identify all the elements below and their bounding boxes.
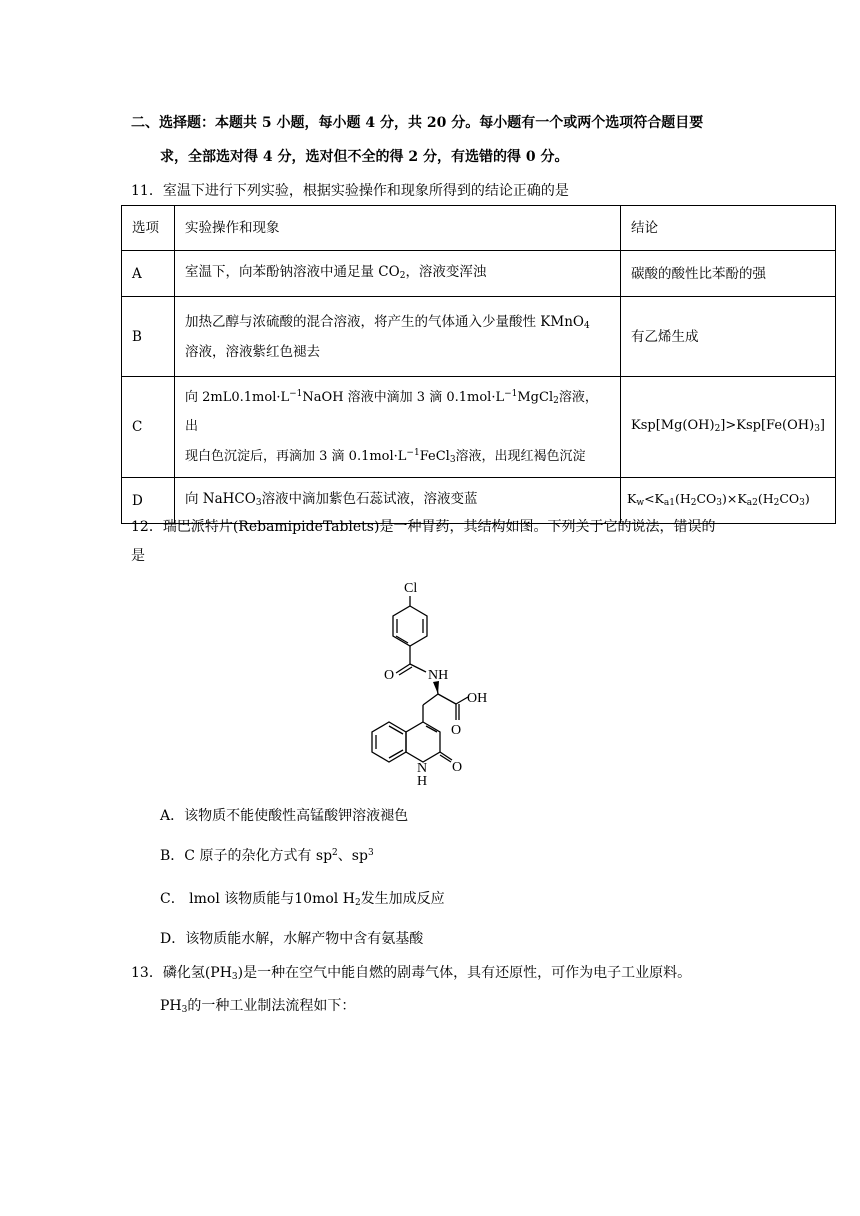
op-text: 溶液，出 <box>185 390 598 434</box>
q12-option-b <box>160 845 374 865</box>
atom-h: H <box>417 774 428 786</box>
option-sup: 3 <box>367 848 374 858</box>
table-row <box>122 377 836 478</box>
op-sup: −1 <box>504 389 518 399</box>
row-operation <box>175 251 621 297</box>
op-sup: −1 <box>406 448 420 458</box>
atom-o-amide: O <box>384 668 395 683</box>
conc-text: CO <box>696 490 717 506</box>
option-sup: 2 <box>332 848 338 858</box>
q11-stem: 11．室温下进行下列实验，根据实验操作和现象所得到的结论正确的是 <box>131 183 569 199</box>
conc-text: )×K <box>722 490 747 506</box>
row-operation <box>175 297 621 377</box>
conc-text: K <box>627 490 637 506</box>
option-text: C． lmol 该物质能与10mol H <box>160 891 355 907</box>
atom-nh: NH <box>428 668 449 683</box>
q13-stem-cont <box>160 995 355 1015</box>
op-text: NaOH 溶液中滴加 3 滴 0.1mol·L <box>302 390 505 405</box>
section-heading: 二、选择题：本题共 5 小题，每小题 4 分，共 20 分。每小题有一个或两个选项符合题目要 <box>131 115 704 131</box>
table-row <box>122 251 836 297</box>
conc-text: ] <box>819 417 825 433</box>
option-text: 、sp <box>337 848 368 864</box>
op-text: ，溶液变浑浊 <box>405 263 487 280</box>
row-operation <box>175 377 621 478</box>
option-text: B．C 原子的杂化方式有 sp <box>160 848 333 864</box>
atom-o-acid: O <box>451 723 462 738</box>
op-text: 向 NaHCO <box>185 490 256 507</box>
header-option: 选项 <box>122 206 175 251</box>
atom-oh: OH <box>467 691 488 706</box>
op-text: 现白色沉淀后，再滴加 3 滴 0.1mol·L <box>185 449 407 464</box>
q11-table <box>121 205 836 524</box>
op-text: 溶液中滴加紫色石蕊试液，溶液变蓝 <box>261 490 478 507</box>
section-heading-cont: 求，全部选对得 4 分，选对但不全的得 2 分，有选错的得 0 分。 <box>160 149 569 165</box>
stem-sub: 3 <box>181 1005 188 1015</box>
op-sub: 4 <box>583 320 590 331</box>
op-sub: 2 <box>399 270 406 281</box>
conc-text: ) <box>804 490 810 506</box>
conc-text: (H <box>674 490 691 506</box>
conc-text: <K <box>644 490 664 506</box>
table-header-row <box>122 206 836 251</box>
q12-stem: 12．瑞巴派特片(RebamipideTablets)是一种胃药，其结构如图。下列关于它的说法，错误的 <box>131 519 716 535</box>
q12-option-d: D．该物质能水解，水解产物中含有氨基酸 <box>160 931 424 947</box>
op-text: MgCl <box>517 390 554 405</box>
option-text: 发生加成反应 <box>360 891 445 907</box>
row-conclusion: 有乙烯生成 <box>621 297 836 377</box>
stem-sub: 3 <box>231 972 238 982</box>
row-option: D <box>122 478 175 524</box>
q12-option-a: A．该物质不能使酸性高锰酸钾溶液褪色 <box>160 808 409 824</box>
op-sub: 3 <box>255 497 262 508</box>
op-text: FeCl <box>419 449 450 464</box>
op-sub: 3 <box>449 455 456 465</box>
q13-stem <box>131 962 691 982</box>
atom-o-lactam: O <box>452 760 463 775</box>
conc-text: Ksp[Mg(OH) <box>631 417 715 433</box>
conc-sub: 2 <box>773 497 780 508</box>
row-conclusion: 碳酸的酸性比苯酚的强 <box>621 251 836 297</box>
conc-sub: 3 <box>799 497 805 508</box>
header-operation: 实验操作和现象 <box>175 206 621 251</box>
stem-text: )是一种在空气中能自燃的剧毒气体，具有还原性，可作为电子工业原料。 <box>237 965 692 981</box>
conc-sub: 3 <box>814 423 820 434</box>
op-text: 加热乙醇与浓硫酸的混合溶液，将产生的气体通入少量酸性 KMnO <box>185 313 584 330</box>
op-text: 溶液，出现红褐色沉淀 <box>455 449 586 464</box>
atom-cl: Cl <box>404 581 418 596</box>
header-conclusion: 结论 <box>621 206 836 251</box>
conc-sub: w <box>636 497 645 508</box>
conc-sub: 2 <box>690 497 697 508</box>
row-option: A <box>122 251 175 297</box>
option-sub: 2 <box>354 898 361 908</box>
q12-option-c <box>160 888 445 908</box>
op-text: 室温下，向苯酚钠溶液中通足量 CO <box>185 263 400 280</box>
row-option: B <box>122 297 175 377</box>
conc-text: (H <box>757 490 774 506</box>
op-text: 向 2mL0.1mol·L <box>185 390 290 405</box>
stem-text: 的一种工业制法流程如下： <box>187 998 356 1014</box>
q12-stem-cont: 是 <box>131 548 145 564</box>
stem-text: PH <box>160 998 182 1014</box>
conc-text: ]>Ksp[Fe(OH) <box>720 417 815 433</box>
conc-text: CO <box>779 490 800 506</box>
conc-sub: a2 <box>746 497 758 508</box>
op-sup: −1 <box>289 389 303 399</box>
stem-text: 13．磷化氢(PH <box>131 965 232 981</box>
rebamipide-structure <box>360 574 510 786</box>
op-sub: 2 <box>553 396 559 406</box>
conc-sub: a1 <box>663 497 675 508</box>
atom-n: N <box>417 761 428 776</box>
table-row <box>122 297 836 377</box>
row-conclusion <box>621 377 836 478</box>
op-text: 溶液，溶液紫红色褪去 <box>185 343 320 360</box>
conc-sub: 3 <box>716 497 723 508</box>
conc-sub: 2 <box>714 423 721 434</box>
row-option: C <box>122 377 175 478</box>
